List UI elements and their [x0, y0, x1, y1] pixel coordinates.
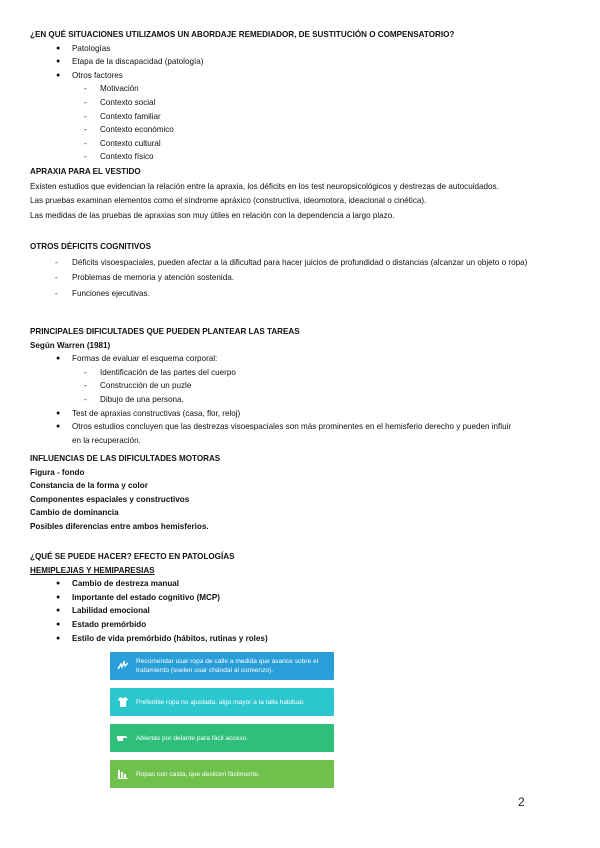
paragraph: Las medidas de las pruebas de apraxias son muy útiles en relación con la dependencia a largo plazo.	[30, 210, 395, 220]
bullet-icon: ●	[56, 71, 61, 79]
sub-list-item: - Contexto familiar	[84, 111, 161, 121]
paragraph: Las pruebas examinan elementos como el síndrome apráxico (constructiva, ideomotora, ideacional o cinética).	[30, 196, 427, 206]
sub-list-item: - Contexto social	[84, 97, 156, 107]
sub-list-item: - Contexto económico	[84, 125, 174, 135]
list-item: Cambio de dominancia	[30, 508, 119, 518]
card-text: Recomendar usar ropa de calle a medida que avance sobre el tratamiento (suelen usar chándal al comienzo).	[136, 658, 319, 674]
heading-apraxia: APRAXIA PARA EL VESTIDO	[30, 167, 141, 176]
bullet-icon: ●	[56, 607, 61, 615]
card-ropas-con-caida	[110, 760, 334, 788]
list-item: Posibles diferencias entre ambos hemisferios.	[30, 521, 209, 531]
list-item: ● Otros estudios concluyen que las destrezas visoespaciales son más prominentes en el hemisferio derecho y pueden influir	[0, 420, 600, 434]
list-item: ● Otros factores	[0, 69, 600, 83]
heading-principales: PRINCIPALES DIFICULTADES QUE PUEDEN PLANTEAR LAS TAREAS	[30, 327, 300, 336]
card-text: Ropas con caída, que deslicen fácilmente.	[136, 770, 260, 778]
list-item: - Problemas de memoria y atención sostenida.	[55, 273, 234, 283]
bars-icon	[110, 768, 136, 780]
shirt-icon	[110, 696, 136, 708]
bullet-icon: ●	[56, 423, 61, 431]
bullet-icon: ●	[56, 620, 61, 628]
list-item: ● Estado premórbido	[0, 618, 600, 632]
list-item: Componentes espaciales y constructivos	[30, 494, 190, 504]
card-text: Abiertas por delante para fácil acceso.	[136, 734, 249, 742]
section-influencias	[0, 452, 600, 534]
list-item: - Funciones ejecutivas.	[55, 288, 150, 298]
sub-list-item: - Construcción de un puzle	[84, 381, 192, 391]
sub-list-item: - Dibujo de una persona.	[84, 394, 184, 404]
sub-list-item: - Identificación de las partes del cuerpo	[84, 367, 236, 377]
card-ropa-no-ajustada	[110, 688, 334, 716]
list-item: ● Importante del estado cognitivo (MCP)	[0, 591, 600, 605]
card-abiertas-delante	[110, 724, 334, 752]
bullet-icon: ●	[56, 44, 61, 52]
bullet-icon: ●	[56, 355, 61, 363]
sub-list-item: - Contexto físico	[84, 152, 154, 162]
list-item: ● Etapa de la discapacidad (patología)	[0, 55, 600, 69]
section-que-hacer	[0, 550, 600, 645]
bullet-icon: ●	[56, 634, 61, 642]
section-otros-deficits	[0, 240, 600, 300]
heading-influencias: INFLUENCIAS DE LAS DIFICULTADES MOTORAS	[30, 454, 221, 463]
list-item: ● Estilo de vida premórbido (hábitos, rutinas y roles)	[0, 632, 600, 646]
heading-que-hacer: ¿QUÉ SE PUEDE HACER? EFECTO EN PATOLOGÍAS	[30, 552, 235, 561]
sub-list-item: - Motivación	[84, 84, 139, 94]
list-item: ● Patologías	[0, 42, 600, 56]
pointing-hand-icon	[110, 733, 136, 743]
list-item: ● Labilidad emocional	[0, 604, 600, 618]
paragraph: Existen estudios que evidencian la relación entre la apraxia, los déficits en los test neuropsicológicos y destrezas de autocuidados.	[30, 181, 499, 191]
bullet-icon: ●	[56, 580, 61, 588]
sub-list-item: - Contexto cultural	[84, 138, 161, 148]
section-principales	[0, 325, 600, 447]
page-number: 2	[518, 795, 525, 809]
card-ropa-de-calle	[110, 652, 334, 680]
bullet-icon: ●	[56, 409, 61, 417]
author-reference: Según Warren (1981)	[30, 340, 111, 350]
list-item-continuation: en la recuperación.	[72, 435, 141, 445]
list-item: ● Formas de evaluar el esquema corporal:	[0, 352, 600, 366]
list-item: ● Test de apraxias constructivas (casa, flor, reloj)	[0, 407, 600, 421]
list-item: ● Cambio de destreza manual	[0, 577, 600, 591]
bullet-icon: ●	[56, 593, 61, 601]
list-item: Figura - fondo	[30, 467, 85, 477]
subheading-hemiplejias: HEMIPLEJIAS Y HEMIPARESIAS	[30, 565, 155, 575]
card-text: Preferible ropa no ajustada, algo mayor a la talla habitual.	[136, 698, 305, 706]
bullet-icon: ●	[56, 58, 61, 66]
heading-abordaje: ¿EN QUÉ SITUACIONES UTILIZAMOS UN ABORDAJE REMEDIADOR, DE SUSTITUCIÓN O COMPENSATORIO?	[30, 30, 455, 39]
heading-otros-deficits: OTROS DÉFICITS COGNITIVOS	[30, 242, 151, 251]
list-item: - Déficits visoespaciales, pueden afectar a la dificultad para hacer juicios de profundidad o distancias (alcanzar un objeto o ropa)	[55, 257, 528, 267]
list-item: Constancia de la forma y color	[30, 481, 148, 491]
section-abordaje	[0, 28, 600, 164]
hands-icon	[110, 660, 136, 672]
infographic-cards	[110, 652, 334, 796]
section-apraxia	[0, 165, 600, 222]
